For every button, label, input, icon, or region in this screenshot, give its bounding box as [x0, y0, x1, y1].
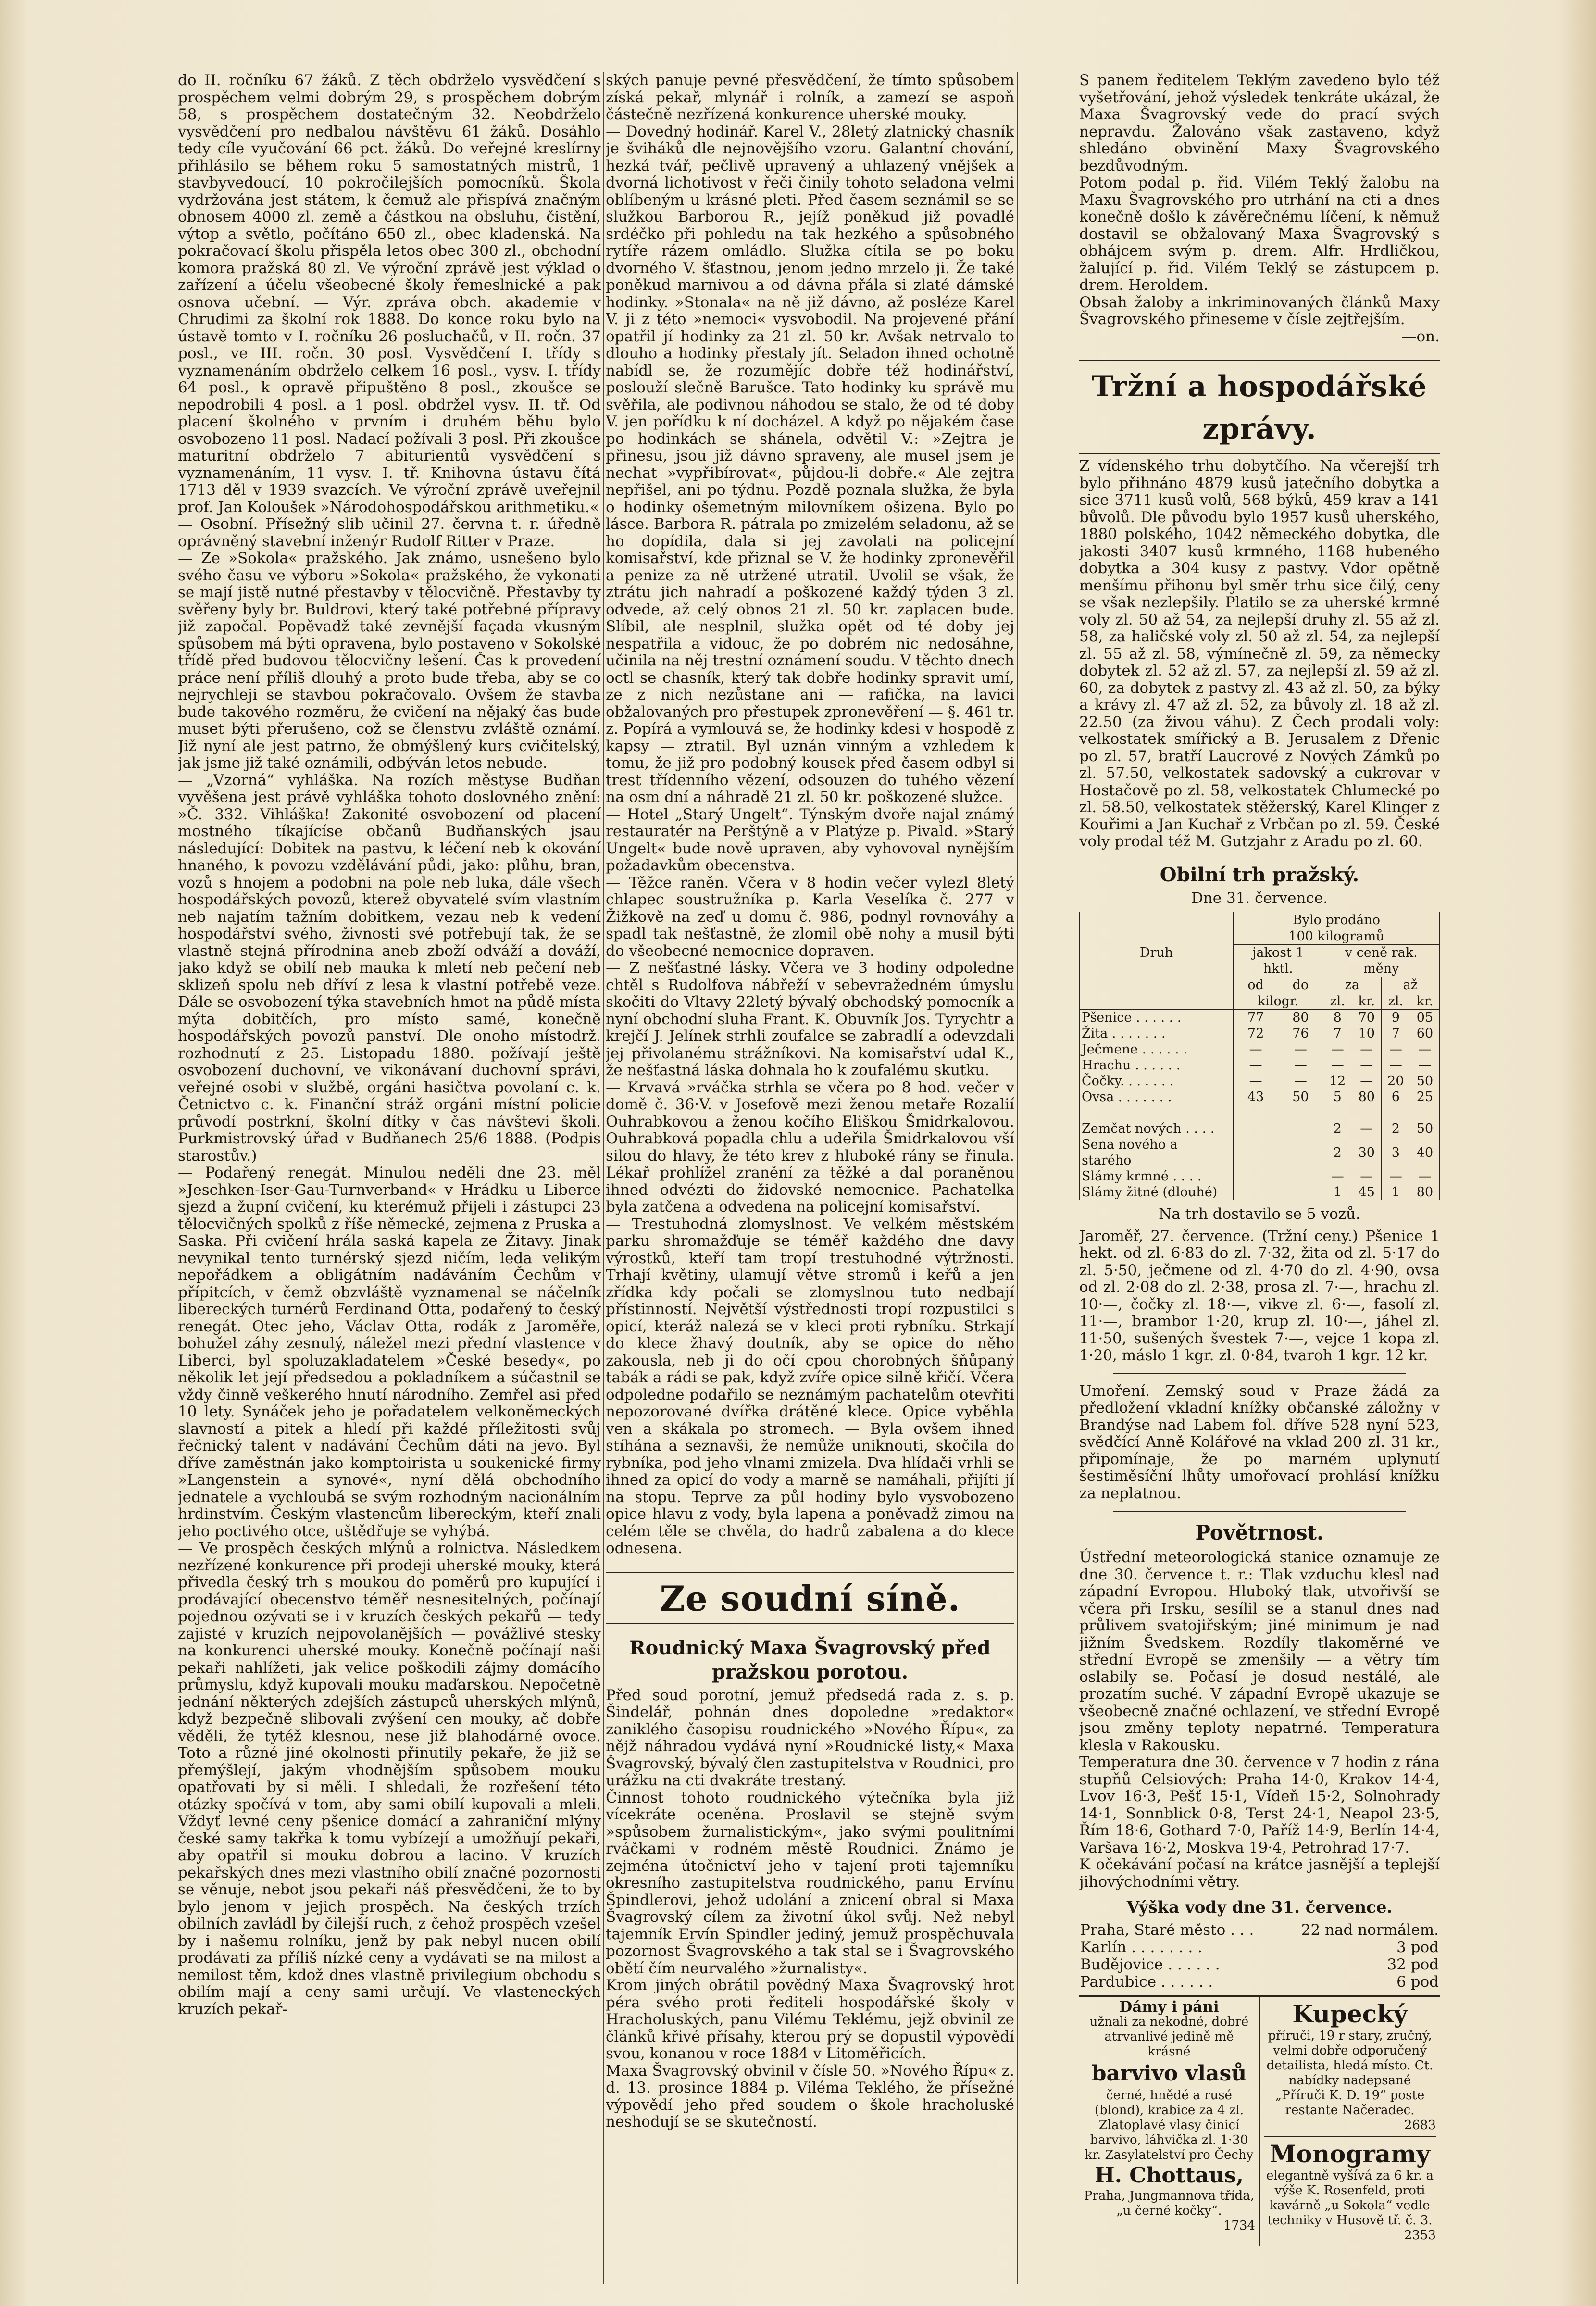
- ad-headline: barvivo vlasů: [1091, 2061, 1247, 2086]
- article-paragraph: — Těžce raněn. Včera v 8 hodin večer vylezl 8letý chlapec soustružníka p. Karla Veselíka č. 277 v Žižkově na zeď u domu č. 986, podnyl rovnováhy a spadl tak nešťastně, že zlomil obě nohy a musil býti do všeobecné nemocnice dopraven.: [606, 874, 1014, 960]
- table-cell: —: [1352, 1073, 1381, 1089]
- column-rule: [1017, 72, 1018, 2284]
- table-cell: 50: [1410, 1073, 1439, 1089]
- advertisements: [1079, 1995, 1440, 2246]
- table-header-sold: Bylo prodáno: [1233, 912, 1439, 928]
- table-cell: 40: [1410, 1137, 1439, 1168]
- table-cell: 80: [1278, 1010, 1323, 1026]
- table-cell: 77: [1233, 1010, 1278, 1026]
- table-cell: —: [1278, 1041, 1323, 1057]
- table-header-quality: jakost 1 hktl.: [1233, 945, 1323, 977]
- table-cell: —: [1278, 1073, 1323, 1089]
- table-header-from: od: [1233, 977, 1278, 993]
- table-cell: 80: [1352, 1089, 1381, 1105]
- article-paragraph: Obsah žaloby a inkriminovaných článků Maxy Švagrovského přineseme v čísle zejtřejším.: [1079, 293, 1440, 328]
- ad-headline: Kupecký: [1292, 2000, 1408, 2028]
- commodity-name: Ječmene . . . . . .: [1080, 1041, 1234, 1057]
- table-cell: —: [1233, 1057, 1278, 1073]
- grain-rows: [1080, 1010, 1440, 1201]
- article-paragraph: — Ve prospěch českých mlýnů a rolnictva. Následkem nezřízené konkurence při prodeji uherské mouky, která přivedla český trh s moukou do poměrů pro kupující i prodávající obecenstvo téměř nesnesitelných, počínají pojednou ozývati se i v kruzích českých pekařů — tedy zajisté v kruzích nejpovolanějších — povážlivé stesky na konkurenci uherské mouky. Konečně počínají naši pekaři nahlížeti, jak velice poškodili zájmy domácího průmyslu, když kupovali mouku maďarskou. Nepočetně jednání některých zdejších zástupců uherských mlýnů, když bezpečně slibovali zvýšení cen mouky, ač dobře věděli, že tytéž klesnou, nese již blahodárné ovoce. Toto a různé jiné okolnosti přinutily pekaře, že již se přemýšlejí, jakým vhodnějším spůsobem mouku opatřovati by si měli. I shledali, že rozřešení této otázky spočívá v tom, aby sami obilí kupovali a mleli. Vždyť levné ceny pšenice domácí a zahraniční mlýny české samy takřka k tomu vybízejí a umožňují pekaři, aby opatřil si mouku dobrou a lacino. V kruzích pekařských dnes mezi vlastního obilí značné pozornosti se věnuje, nebot jsou pekaři náš přesvědčeni, že to by bylo jenom v jejich prospěch. Na českých trzích obilních zavládl by čilejší ruch, z čehož prospěch vzešel by i našemu rolníku, jenž by pak nebyl nucen obilí prodávati za příliš nízké ceny a vydávati se na milost a nemilost těm, kdož dnes vlastně privilegium obchodu s obilím mají a ceny sami určují. Ve vlasteneckých kruzích pekař-: [178, 1540, 601, 2018]
- ad-number: 2353: [1404, 2228, 1436, 2243]
- station-name: Pardubice . . . . . .: [1080, 1973, 1213, 1991]
- table-cell: [1278, 1168, 1323, 1184]
- table-header-az: až: [1381, 977, 1439, 993]
- table-header-zl: zl.: [1381, 993, 1410, 1010]
- commodity-name: Slámy žitné (dlouhé): [1080, 1184, 1234, 1200]
- article-paragraph: Před soud porotní, jemuž předsedá rada z. s. p. Šindelář, pohnán dnes dopoledne »redaktor« zaniklého časopisu roudnického »Nového Řípu«, za nějž náhradou vydává nyní »Roudnické listy,« Maxa Švagrovský, bývalý člen zastupitelstva v Roudnici, pro urážku na cti dvakráte trestaný.: [606, 1686, 1014, 1789]
- table-cell: —: [1323, 1057, 1352, 1073]
- article-paragraph: — „Vzorná“ vyhláška. Na rozích městyse Budňan vyvěšena jest právě vyhláška tohoto doslovného znění: »Č. 332. Vihláška! Zakonité osvobození od placení mostného tíkajícíse občanů Budňanských jsau následující: Dobitek na pastvu, k léčení neb k okování hnaného, k povozu vzdělávání půdi, jako: plůhu, bran, vozů s hnojem a podobni na pole neb luka, dále všech hospodářských povozů, kterež obyvatelé svím vlastním neb najatím tažním dobitkem, vezau neb k vedení hospodářství svého, živnosti své potřebují tak, že se vlastně stejná přírodnina aneb zboží odváží a dováží, jako když se obilí neb mauka k mletí neb pečení neb sklizeň spolu neb dříví z lesa k vlastní potřebě veze. Dále se osvobození týka stavebních hmot na půdě místa mýta dobitčích, pro místo samé, konečně hospodářských povozů panství. Dle onoho místodrž. rozhodnutí z 25. Listopadu 1880. požívají ještě osvobození duchovní, ve vikonávaní duchovní správi, veřejné osobi v službě, orgáni hasičtva povolaní c. k. Četnictvo c. k. Finanční stráž orgáni místní policie průvodí postrkní, školní dítky v čas návštevi školi. Purkmistrovský úřad v Budňanech 25/6 1888. (Podpis starostův.): [178, 771, 601, 1165]
- ad-text: elegantně vyšívá za 6 kr. a výše K. Rosenfeld, proti kavárně „u Sokola“ vedle techniky v Husově tř. č. 3.: [1266, 2168, 1434, 2228]
- table-header-kr: kr.: [1352, 993, 1381, 1010]
- forecast: K očekávání počasí na krátce jasnější a teplejší jihovýchodními větry.: [1079, 1856, 1440, 1891]
- table-cell: 1: [1323, 1184, 1352, 1200]
- signature: —on.: [1401, 327, 1440, 345]
- article-paragraph: ských panuje pevné přesvědčení, že tímto spůsobem získá pekař, mlynář i rolník, a zamezí se aspoň částečně nezřízená konkurence uherské mouky.: [606, 72, 1014, 123]
- table-cell: [1233, 1168, 1278, 1184]
- table-cell: —: [1352, 1168, 1381, 1184]
- ad-text: užnali za nekodné, dobré atrvanlivé jedině mě krásné: [1089, 2015, 1249, 2059]
- table-row: [1080, 1057, 1440, 1073]
- article-paragraph: Činnost tohoto roudnického výtečníka byla již vícekráte oceněna. Proslavil se stejně svým »spůsobem žurnalistickým«, jako svými poulitními rváčkami v rodném městě Roudnici. Známo je zejména útočnictví jeho v tajení proti tajemníku okresního zastupitelstva roudnického, panu Ervínu Špindlerovi, jehož udolání a znicení obral si Maxa Švagrovský cílem za životní úkol svůj. Než nebyl tajemník Ervín Spindler jediný, jemuž prospěchuvala pozornost Švagrovského a tak stal se i Švagrovského obětí čím neurvalého »žurnalisty«.: [606, 1789, 1014, 1977]
- table-cell: —: [1410, 1057, 1439, 1073]
- section-title: Ze soudní síně.: [606, 1571, 1014, 1624]
- article-paragraph: — Krvavá »rváčka strhla se včera po 8 hod. večer v domě č. 36·V. v Josefově mezi ženou metaře Rozalií Ouhrabkovou a ženou kočího Eliškou Šmidrkalovou. Ouhrabková popadla chlu a udeřila Šmidrkalovou vší silou do hlavy, že této krev z hluboké rány se řinula. Lékař prohlížel zranění za těžké a dal poraněnou ihned odvézti do židovské nemocnice. Pachatelka byla zatčena a odvedena na policejní komisařství.: [606, 1078, 1014, 1216]
- article-paragraph: — Trestuhodná zlomyslnost. Ve velkém městském parku shromažďuje se téměř každého dne davy výrostků, kteří tam tropí trestuhodné výtržnosti. Trhají květiny, ulamují větve stromů i keřů a jen zřídka kdy počali se zlomyslnou tuto nedbají přístinností. Největší výstřednosti tropí rozpustilci s opicí, kteráž nalezá se v kleci proti rybníku. Strkají do klece žhavý doutník, aby se opice do něho zakousla, neb ji do očí cpou chorobných šňůpaný tabák a rádi se pak, když zvíře opice silně křičí. Včera odpoledne podařilo se neznámým pachatelům otevřiti nepozorované dvířka drátěné klece. Opice vyběhla ven a skákala po stromech. — Byla ovšem ihned stíhána a seznavši, že nemůže uniknouti, skočila do rybníka, pod jeho vlnami zmizela. Dva hlídači vrhli se ihned za opicí do vody a marně se namáhali, přijíti jí na stopu. Teprve za půl hodiny bylo vysvobozeno opice hlavu z vody, byla lapena a poněvadž zimou na celém těle se chvěla, do hadrů zabalena a do klece odnesena.: [606, 1215, 1014, 1557]
- ad-hair-dye: [1079, 1997, 1259, 2246]
- table-cell: 10: [1352, 1026, 1381, 1041]
- table-cell: [1233, 1184, 1278, 1200]
- table-cell: 50: [1278, 1089, 1323, 1105]
- table-cell: 8: [1323, 1010, 1352, 1026]
- table-header-price: v ceně rak. měny: [1323, 945, 1439, 977]
- article-paragraph: — Dovedný hodinář. Karel V., 28letý zlatnický chasník je šviháků dle nejnovějšího vzoru. Galantní chování, hezká tvář, pečlivě upravený a uhlazený vnějšek a dvorná lichotivost v řeči činily tohoto seladona velmi oblíbeným u krásné pleti. Před časem seznámil se se služkou Barborou R., jejíž poněkud již povadlé srdéčko při pohledu na tak hezkého a spůsobného rytíře rázem omládlo. Služka cítila se po boku dvorného V. šťastnou, jenom jedno mrzelo ji. Že také poněkud marnivou a od dávna přála si zlaté dámské hodinky. »Stonala« na ně již dávno, až posléze Karel V. ji z této »nemoci« vysvobodil. Na projevené přání opatřil jí hodinky za 21 zl. 50 kr. Avšak netrvalo to dlouho a hodinky přestaly jít. Seladon ihned ochotně nabídl se, že rozumějíc dobře též hodinářství, poslouží slečně Barušce. Tato hodinky ku správě mu svěřila, ale podivnou náhodou se stalo, že od té doby V. jen pořídku k ní docházel. A když po nějakém čase po hodinkách se shánela, odvětil V.: »Zejtra je přinesu, jsou již dávno spraveny, ale musel jsem je nechat »vypřibírovat«, půjdou-li dobře.« Ale zejtra nepřišel, ani po týdnu. Pozdě poznala služka, že byla o hodinky ošemetným milovníkem ošizena. Bylo po lásce. Barbora R. pátrala po zmizelém seladonu, až se ho dopídila, dala si jej zavolati na policejní komisařství, kde přiznal se V. že hodinky zpronevěřil a penize za ně utržené utratil. Uvolil se však, že ztrátu jich nahradí a poškozené každý týden 3 zl. odvede, až celý obnos 21 zl. 50 kr. zaplacen bude. Slíbil, ale nesplnil, služka opět od té doby jej nespatřila a vidouc, že po dobrém nic nedosáhne, učinila na něj trestní oznámení soudu. V těchto dnech octl se chasník, který tak dobře hodinky spravit umí, ze z nich nezůstane ani — rafička, na lavici obžalovaných pro přestupek zpronevěření — §. 461 tr. z. Popírá a vymlouvá se, že hodinky kdesi v hospodě z kapsy — ztratil. Byl uznán vinným a vzhledem k tomu, že již pro podobný kousek před časem odbyl si trest třídenního vězení, odsouzen do tuhého vězení na osm dní a náhradě 21 zl. 50 kr. poškozené služce.: [606, 123, 1014, 806]
- table-cell: —: [1381, 1168, 1410, 1184]
- article-paragraph: — Z nešťastné lásky. Včera ve 3 hodiny odpoledne chtěl s Rudolfova nábřeží v sebevražedném úmyslu skočiti do Vltavy 22letý bývalý obchodský pomocník a nyní obchodní sluha Frant. K. Obuvník Jos. Tyrychtr a krejčí J. Jelínek strhli zoufalce se zabradlí a odevzdali jej přivolanému strážníkovi. Na komisařství udal K., že nešťastná láska dohnala ho k zoufalému skutku.: [606, 959, 1014, 1079]
- commodity-name: Čočky. . . . . . .: [1080, 1073, 1234, 1089]
- ad-address: Praha, Jungmannova třída, „u černé kočky“.: [1084, 2189, 1255, 2218]
- water-level-title: Výška vody dne 31. července.: [1126, 1898, 1393, 1917]
- article-paragraph: — Ze »Sokola« pražského. Jak známo, usnešeno bylo svého času ve výboru »Sokola« pražského, že vykonati se mají jistě nutné přestavby v tělocvičně. Přestavby ty svěřeny byly br. Buldrovi, který také potřebné přípravy již započal. Popěvadž také zevnější façada vkusným spůsobem má býti opravena, bylo postaveno v Sokolské třídě před budovou tělocvičny lešení. Čas k provedení práce není příliš dlouhý a proto bude třeba, aby se co nejrychleji se stavbou pokračovalo. Ovšem že stavba bude takového rozměru, že cvičení na nějaký čas bude muset býti přerušeno, což se členstvu zvláště oznámí. Již nyní ale jest patrno, že obmýšlený kurs cvičitelský, jak jsme již také oznámili, odbýván letos nebude.: [178, 550, 601, 772]
- divider: [1113, 1511, 1406, 1512]
- table-cell: 43: [1233, 1089, 1278, 1105]
- temperature-report: Temperatura dne 30. července v 7 hodin z rána stupňů Celsiových: Praha 14·0, Krakov 14·4, Lvov 16·3, Pešť 15·1, Vídeň 15·2, Solnohrady 14·1, Sonnblick 0·8, Terst 24·1, Neapol 23·5, Řím 18·6, Gothard 7·0, Paříž 14·9, Berlín 14·4, Varšava 16·2, Moskva 19·4, Petrohrad 17·7.: [1079, 1754, 1440, 1856]
- commodity-name: Hrachu . . . . . .: [1080, 1057, 1234, 1073]
- commodity-name: Zemčat nových . . . .: [1080, 1121, 1234, 1137]
- table-cell: —: [1410, 1041, 1439, 1057]
- article-paragraph: Potom podal p. řid. Vilém Teklý žalobu na Maxu Švagrovského pro utrhání na cti a dnes konečně došlo k závěrečnému líčení, k němuž dostavil se obžalovaný Maxa Švagrovský s obhájcem svým p. drem. Alfr. Hrdličkou, žalující p. řid. Vilém Teklý se zástupcem p. drem. Heroldem.: [1079, 174, 1440, 294]
- column-rule: [603, 72, 604, 2284]
- section-title: Tržní a hospodářské zprávy.: [1079, 359, 1440, 454]
- column-3: [1079, 72, 1440, 2274]
- table-row: [1080, 1041, 1440, 1057]
- grain-market-title: Obilní trh pražský.: [1160, 863, 1359, 886]
- table-cell: 70: [1352, 1010, 1381, 1026]
- table-cell: 12: [1323, 1073, 1352, 1089]
- article-paragraph: Maxa Švagrovský obvinil v čísle 50. »Nového Řípu« z. d. 13. prosince 1884 p. Viléma Teklého, že přísežné výpovědí jeho před soudem o škole hracholuské neshodují se se skutečností.: [606, 2062, 1014, 2131]
- notice: Umoření. Zemský soud v Praze žádá za předložení vkladní knížky občanské záložny v Brandýse nad Labem fol. dříve 528 nyní 523, svědčící Anně Kolářové na vklad 200 zl. 31 kr., připomínaje, že po marném uplynutí šestiměsíční lhůty umořovací prohlásí knížku za neplatnou.: [1079, 1382, 1440, 1502]
- table-header-zl: zl.: [1323, 993, 1352, 1010]
- market-report: Jaroměř, 27. července. (Tržní ceny.) Pšenice 1 hekt. od zl. 6·83 do zl. 7·32, žita od zl. 5·17 do zl. 5·50, ječmene od zl. 4·70 do zl. 4·90, ovsa od zl. 2·08 do zl. 2·38, prosa zl. 7·—, hrachu zl. 10·—, čočky zl. 18·—, vikve zl. 6·—, fasolí zl. 11·—, brambor 1·20, krup zl. 10·—, jáhel zl. 11·50, sušených švestek 7·—, vejce 1 kopa zl. 1·20, máslo 1 kgr. zl. 0·84, tvaroh 1 kgr. 12 kr.: [1079, 1227, 1440, 1364]
- table-cell: 60: [1410, 1026, 1439, 1041]
- table-cell: —: [1352, 1041, 1381, 1057]
- commodity-name: Žita . . . . . . .: [1080, 1026, 1234, 1041]
- article-paragraph: Krom jiných obrátil povědný Maxa Švagrovský hrot péra svého proti řediteli hospodářské školy v Hracholuských, panu Vilému Teklému, jejž obvinil ze článků křivé přísahy, kterou prý se dopustil výpovědí svou, konanou v roce 1884 v Litoměřicích.: [606, 1977, 1014, 2062]
- table-cell: [1233, 1137, 1278, 1168]
- table-header-kind: Druh: [1080, 912, 1234, 993]
- table-cell: —: [1410, 1168, 1439, 1184]
- article-paragraph: — Podařený renegát. Minulou neděli dne 23. měl »Jeschken-Iser-Gau-Turnverband« v Hrádku u Liberce sjezd a župní cvičení, ku kterémuž přijeli i zástupci 23 tělocvičných spolků z říše německé, zejmena z Pruska a Saska. Při cvičení hrála saská kapela ze Žitavy. Jinak nevynikal tento turnérský sjezd ničím, leda velikým nepořádkem a obligátním nadáváním Čechům v přípitcích, v čemž obzvláště vyznamenal se náčelník libereckých turnérů Ferdinand Otta, podařený to český renegát. Otec jeho, Václav Otta, rodák z Jaroměře, bohužel záhy zesnulý, náležel mezi přední vlastence v Liberci, byl spoluzakladatelem »České besedy«, po několik let její předsedou a pokladníkem a súčastnil se vždy činně veškerého hnutí národního. Zemřel asi před 10 lety. Synáček jeho je pořadatelem velkoněmeckých slavností a pitek a hledí při každé příležitosti svůj řečnický talent v nadávání Čechům dáti na jevo. Byl dříve zaměstnán jako komptoirista u soukenické firmy »Langenstein a synové«, nyní dělá obchodního jednatele a vychloubá se svým rozhodným nacionálním hrdinstvím. Českým vlastencům libereckým, kteří znali jeho poctivého otce, uštědřuje se vyhýbá.: [178, 1164, 601, 1540]
- ad-text: černé, hnědé a rusé (blond), krabice za 4 zl. Zlatoplavé vlasy činicí barvivo, láhvička zl. 1·30 kr. Zasylatelství pro Čechy: [1085, 2088, 1254, 2162]
- water-level-value: 3 pod: [1396, 1939, 1439, 1956]
- table-cell: —: [1381, 1057, 1410, 1073]
- table-cell: —: [1233, 1073, 1278, 1089]
- table-cell: —: [1323, 1168, 1352, 1184]
- table-cell: 2: [1323, 1121, 1352, 1137]
- grain-price-table: [1079, 912, 1440, 1200]
- grain-market-date: Dne 31. července.: [1191, 889, 1328, 907]
- table-cell: 05: [1410, 1010, 1439, 1026]
- grain-note: Na trh dostavilo se 5 vozů.: [1159, 1205, 1360, 1223]
- table-cell: —: [1352, 1057, 1381, 1073]
- table-cell: 3: [1381, 1137, 1410, 1168]
- station-name: Budějovice . . . . . .: [1080, 1956, 1220, 1973]
- table-cell: 50: [1410, 1121, 1439, 1137]
- table-row: [1080, 1026, 1440, 1041]
- article-paragraph: S panem ředitelem Teklým zavedeno bylo též vyšetřování, jehož výsledek tenkráte ukázal, že Maxa Švagrovský vede do prací svých nepravdu. Žalováno však zastaveno, když shledáno obvinění Maxy Švagrovského bezdůvodným.: [1079, 72, 1440, 175]
- table-header-to: do: [1278, 977, 1323, 993]
- station-name: Praha, Staré město . . .: [1080, 1921, 1254, 1939]
- table-cell: 20: [1381, 1073, 1410, 1089]
- article-headline: Roudnický Maxa Švagrovský před pražskou porotou.: [629, 1636, 991, 1683]
- weather-title: Povětrnost.: [1195, 1521, 1324, 1544]
- table-cell: 72: [1233, 1026, 1278, 1041]
- table-cell: 25: [1410, 1089, 1439, 1105]
- table-cell: 5: [1323, 1089, 1352, 1105]
- ad-text: příruči, 19 r stary, zručný, velmi dobře odporučený detailista, hledá místo. Ct. nabídky nadepsané „Příruči K. D. 19“ poste restante Načeradec.: [1266, 2029, 1434, 2118]
- table-cell: 80: [1410, 1184, 1439, 1200]
- table-cell: —: [1381, 1041, 1410, 1057]
- table-cell: 7: [1381, 1026, 1410, 1041]
- table-row: [1080, 1010, 1440, 1026]
- table-cell: [1278, 1137, 1323, 1168]
- column-2: [606, 72, 1014, 2274]
- table-cell: 2: [1323, 1137, 1352, 1168]
- commodity-name: Pšenice . . . . . .: [1080, 1010, 1234, 1026]
- column-1: [178, 72, 601, 2274]
- ad-number: 2683: [1404, 2118, 1436, 2132]
- article-paragraph: — Osobní. Přísežný slib učinil 27. června t. r. úředně oprávněný stavební inženýr Rudolf Ritter v Praze.: [178, 515, 601, 550]
- water-level-row: [1079, 1939, 1440, 1956]
- table-row: [1080, 1121, 1440, 1137]
- table-row: [1080, 1184, 1440, 1200]
- table-cell: [1278, 1121, 1323, 1137]
- table-header-za: za: [1323, 977, 1381, 993]
- table-row: [1080, 1073, 1440, 1089]
- table-cell: 9: [1381, 1010, 1410, 1026]
- table-cell: 7: [1323, 1026, 1352, 1041]
- ad-headline: Monogramy: [1269, 2140, 1431, 2168]
- table-row: [1080, 1137, 1440, 1168]
- market-report: Z vídenského trhu dobytčího. Na včerejší trh bylo přihnáno 4879 kusů jatečního dobytka a sice 3711 kusů volů, 568 býků, 459 krav a 141 bůvolů. Dle původu bylo 1957 kusů uherského, 1880 polského, 1042 německého dobytka, dle jakosti 3407 kusů krmného, 1168 hubeného dobytka a 304 kusy z pastvy. Vdor opětně menšímu přihonu byl směr trhu sice čilý, ceny se však nezlepšily. Platilo se za uherské krmné voly zl. 50 až 54, za nejlepší druhy zl. 55 až zl. 58, za haličské voly zl. 50 až zl. 54, za nejlepší zl. 55 až zl. 58, výmínečně zl. 59, za německy dobytek zl. 52 až zl. 57, za nejlepší zl. 59 až zl. 60, za dobytek z pastvy zl. 43 až zl. 50, za býky a krávy zl. 47 až zl. 52, za bůvoly zl. 18 až zl. 22.50 (za živou váhu). Z Čech prodali voly: velkostatek smířický a B. Jerusalem z Dřenic po zl. 57, bratří Laucrové z Nových Zámků po zl. 57.50, velkostatek sadovský a cukrovar v Hostačově po zl. 58, velkostatek Chlumecké po zl. 58.50, velkostatek stěžerský, Karel Klinger z Kouřimi a Jan Kuchař z Vrbčan po zl. 59. České voly prodal též M. Gutzjahr z Aradu po zl. 60.: [1079, 457, 1440, 850]
- article-paragraph: — Hotel „Starý Ungelt“. Týnským dvoře najal známý restauratér na Perštýně a v Platýze p. Pivald. »Starý Ungelt« bude nově upraven, aby vyhovoval nynějším požadavkům obecenstva.: [606, 805, 1014, 874]
- weather-report: Ústřední meteorologická stanice oznamuje ze dne 30. července t. r.: Tlak vzduchu klesl nad západní Evropou. Hluboký tlak, utvořivší se včera při Irsku, sesílil se a stanul dnes nad průlivem svatojiřským; jiné minimum je nad jižním Švedskem. Rozdíly tlakoměrné ve střední Evropě se zmenšily — a větry tím oslabily se. Počasí je dosud nestálé, ale prozatím suché. V západní Evropě ukazuje se všeobecně značné ochlazení, ve střední Evropě jsou změny teploty nepatrné. Temperatura klesla v Rakousku.: [1079, 1549, 1440, 1754]
- commodity-name: Slámy krmné . . . .: [1080, 1168, 1234, 1184]
- table-cell: 30: [1352, 1137, 1381, 1168]
- divider: [1113, 1373, 1406, 1374]
- commodity-name: Sena nového a starého: [1080, 1137, 1234, 1168]
- water-level-row: [1079, 1973, 1440, 1991]
- table-row: [1080, 1168, 1440, 1184]
- table-cell: —: [1323, 1041, 1352, 1057]
- water-level-row: [1079, 1921, 1440, 1939]
- table-cell: 2: [1381, 1121, 1410, 1137]
- table-cell: 76: [1278, 1026, 1323, 1041]
- table-cell: 1: [1381, 1184, 1410, 1200]
- ad-company: H. Chottaus,: [1095, 2163, 1244, 2188]
- ad-title: Dámy i páni: [1119, 1998, 1219, 2016]
- commodity-name: Ovsa . . . . . . .: [1080, 1089, 1234, 1105]
- table-cell: 45: [1352, 1184, 1381, 1200]
- table-header-kg: kilogr.: [1233, 993, 1323, 1010]
- water-level-value: 6 pod: [1396, 1973, 1439, 1991]
- table-cell: 6: [1381, 1089, 1410, 1105]
- table-cell: —: [1352, 1121, 1381, 1137]
- station-name: Karlín . . . . . . . .: [1080, 1939, 1202, 1956]
- table-cell: [1278, 1184, 1323, 1200]
- table-row: [1080, 1089, 1440, 1105]
- ad-column-right: [1259, 1997, 1440, 2246]
- table-cell: —: [1278, 1057, 1323, 1073]
- table-cell: [1233, 1121, 1278, 1137]
- water-level-table: [1079, 1921, 1440, 1991]
- water-level-row: [1079, 1956, 1440, 1973]
- table-cell: —: [1233, 1041, 1278, 1057]
- article-text: do II. ročníku 67 žáků. Z těch obdrželo vysvědčení s prospěchem velmi dobrým 29, s prospěchem dobrým 58, s prospěchem dostatečným 32. Neobdrželo vysvědčení pro nedbalou návštěvu 61 žáků. Dosáhlo tedy cíle vyučování 66 pct. žáků. Do veřejné kreslírny přihlásilo se během roku 5 samostatných mistrů, 1 stavbyvedoucí, 10 pokročilejších pomocníků. Škola vydržována jest státem, k čemuž ale přispívá značným obnosem 4000 zl. země a částkou na obsluhu, čistění, výtop a světlo, počítáno 650 zl., obec kladenská. Na pokračovací školu přispěla letos obec 300 zl., obchodní komora pražská 80 zl. Ve výroční zprávě jest výklad o zařízení a účelu všeobecné školy řemeslnické a pak osnova učební. — Výr. zpráva obch. akademie v Chrudimi za školní rok 1888. Do konce roku bylo na ústavě tomto v I. ročníku 26 posluchačů, v II. ročn. 37 posl., ve III. ročn. 30 posl. Vysvědčení I. třídy s vyznamenáním obdrželo celkem 16 posl., vysv. I. třídy 64 posl., k opravě připuštěno 8 posl., zkoušce se nepodrobili 4 posl. a 1 posl. obdržel vysv. II. tř. Od placení školného v prvním i druhém běhu bylo osvobozeno 11 posl. Nadací požívali 3 posl. Při zkoušce maturitní obdrželo 7 abiturientů vysvědčení s vyznamenáním, 11 vysv. I. tř. Knihovna ústavu čítá 1713 děl v 1939 svazcích. Ve výroční zprávě uveřejnil prof. Jan Koloušek »Národohospodářskou arithmetiku.«: [178, 72, 601, 516]
- table-header-unit: 100 kilogramů: [1233, 928, 1439, 945]
- water-level-value: 22 nad normálem.: [1301, 1921, 1439, 1939]
- ad-number: 1734: [1223, 2218, 1255, 2233]
- table-header-kr: kr.: [1410, 993, 1439, 1010]
- water-level-value: 32 pod: [1387, 1956, 1439, 1973]
